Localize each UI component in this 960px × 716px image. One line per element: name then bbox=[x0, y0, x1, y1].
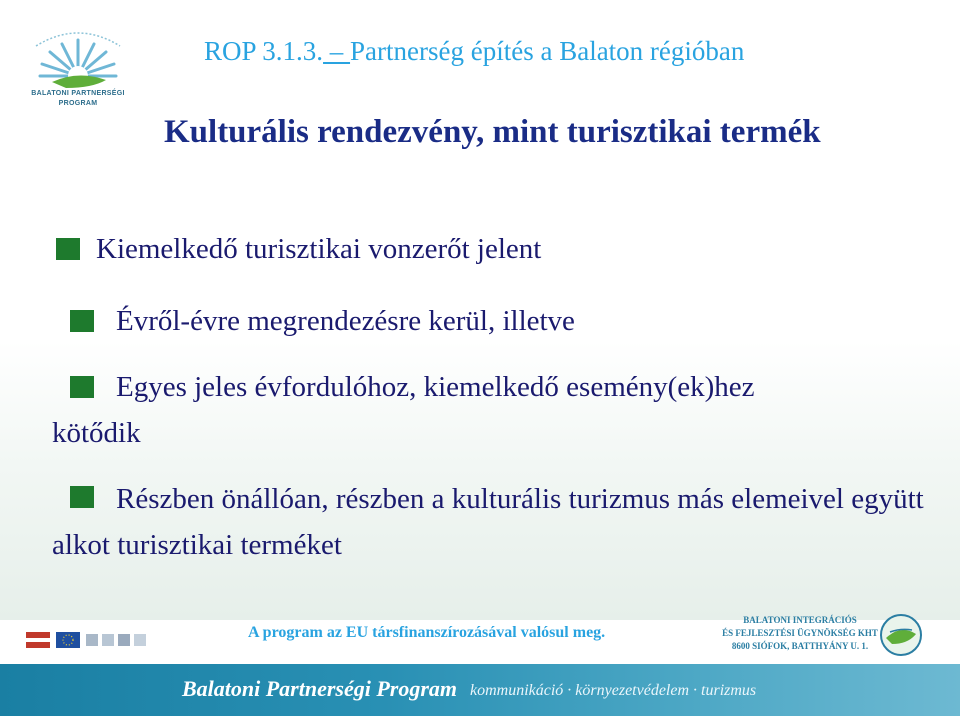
agency-line-2: ÉS FEJLESZTÉSI ÜGYNÖKSÉG KHT bbox=[722, 628, 878, 638]
eu-logos bbox=[26, 626, 156, 656]
agency-line-3: 8600 SIÓFOK, BATTHYÁNY U. 1. bbox=[731, 641, 869, 651]
header-title-separator: – bbox=[323, 36, 351, 66]
funding-logos-icon bbox=[26, 626, 156, 656]
bullet-item bbox=[52, 298, 932, 344]
square-bullet-icon bbox=[70, 376, 94, 398]
bullet-text: Kiemelkedő turisztikai vonzerőt jelent bbox=[96, 233, 542, 265]
bullet-item bbox=[52, 476, 932, 568]
header-title-prefix: ROP 3.1.3. bbox=[204, 36, 324, 66]
bullet-text: Évről-évre megrendezésre kerül, illetve bbox=[116, 305, 575, 337]
agency-logo bbox=[878, 612, 924, 658]
agency-globe-icon bbox=[878, 612, 924, 658]
agency-line-1: BALATONI INTEGRÁCIÓS bbox=[743, 615, 857, 625]
page-header-title bbox=[204, 36, 744, 67]
agency-address bbox=[720, 614, 880, 653]
logo-text-line2: PROGRAM bbox=[58, 100, 98, 107]
bullet-item bbox=[52, 364, 772, 456]
sun-logo-icon bbox=[22, 26, 134, 122]
bullet-item bbox=[52, 226, 932, 272]
banner-program-name: Balatoni Partnerségi Program bbox=[182, 676, 458, 701]
program-logo bbox=[22, 26, 134, 122]
logo-text-line1: BALATONI PARTNERSÉGI bbox=[31, 90, 125, 97]
square-bullet-icon bbox=[70, 310, 94, 332]
bullet-text: Egyes jeles évfordulóhoz, kiemelkedő esemény(ek)hez kötődik bbox=[52, 371, 755, 449]
square-bullet-icon bbox=[56, 238, 80, 260]
header-title-rest: Partnerség építés a Balaton régióban bbox=[350, 36, 745, 66]
bullet-text: Részben önállóan, részben a kulturális turizmus más elemeivel együtt alkot turisztikai terméket bbox=[52, 483, 924, 561]
banner-tagline: kommunikáció · környezetvédelem · turizmus bbox=[470, 682, 757, 699]
square-bullet-icon bbox=[70, 486, 94, 508]
funding-note: A program az EU társfinanszírozásával valósul meg. bbox=[248, 624, 606, 641]
slide-subtitle: Kulturális rendezvény, mint turisztikai termék bbox=[164, 114, 821, 150]
